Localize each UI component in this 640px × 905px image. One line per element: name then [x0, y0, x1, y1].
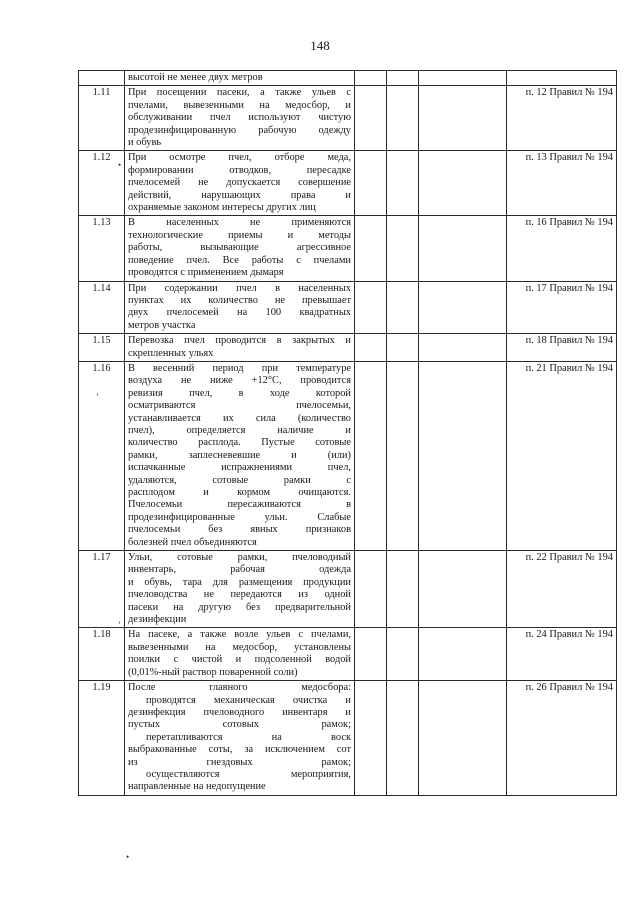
text-line: В весенний период при температуре [128, 362, 351, 374]
answer-no-cell [387, 151, 419, 216]
text-line: удаляются, сотовые рамки с [128, 474, 351, 486]
requirement-text [125, 334, 355, 362]
requirement-text [125, 628, 355, 681]
answer-no-cell [387, 216, 419, 281]
note-cell [419, 216, 507, 281]
text-line: поведение пчел. Все работы с пчелами [128, 254, 351, 266]
text-line: дезинфекция пчеловодного инвентаря и [128, 706, 351, 718]
answer-no-cell [387, 551, 419, 628]
text-line: охраняемые законом интересы других лиц [128, 202, 316, 214]
row-number [79, 71, 125, 86]
answer-no-cell [387, 281, 419, 334]
text-line: перетапливаются на воск [146, 731, 351, 743]
text-line: Пчелосемьи пересаживаются в [128, 499, 351, 511]
text-line: формировании отводков, пересадке [128, 164, 351, 176]
legal-reference: п. 16 Правил № 194 [507, 216, 617, 281]
answer-no-cell [387, 86, 419, 151]
text-line: пунктах их количество не превышает [128, 294, 351, 306]
text-line: дезинфекции [128, 614, 187, 626]
table-row [79, 86, 617, 151]
legal-reference: п. 12 Правил № 194 [507, 86, 617, 151]
text-line: пчелами, вывезенными на медосбор, и [128, 99, 351, 111]
text-line: продезинфицированные ульи. Слабые [128, 511, 351, 523]
requirement-text [125, 281, 355, 334]
answer-yes-cell [355, 86, 387, 151]
margin-mark: ’ [118, 620, 121, 630]
table-row [79, 151, 617, 216]
text-line: При посещении пасеки, а также ульев с [128, 87, 351, 99]
text-line: пустых сотовых рамок; [128, 719, 351, 731]
note-cell [419, 151, 507, 216]
text-line: В населенных не применяются [128, 217, 351, 229]
text-line: метров участка [128, 319, 196, 331]
table-row [79, 281, 617, 334]
legal-reference: п. 26 Правил № 194 [507, 681, 617, 796]
page-number: 148 [310, 38, 330, 53]
table-row [79, 361, 617, 550]
table-row [79, 216, 617, 281]
text-line: направленные на недопущение [128, 781, 266, 793]
note-cell [419, 281, 507, 334]
legal-reference: п. 24 Правил № 194 [507, 628, 617, 681]
row-number: 1.14 [79, 281, 125, 334]
row-number: 1.15 [79, 334, 125, 362]
text-line: поилки с чистой и подсоленной водой [128, 654, 351, 666]
requirement-text [125, 681, 355, 796]
text-line: пчелосемей не допускается совершение [128, 177, 351, 189]
text-line: болезней пчел объединяются [128, 536, 257, 548]
requirement-text [125, 71, 355, 86]
answer-yes-cell [355, 281, 387, 334]
text-line: (0,01%-ный раствор поваренной соли) [128, 666, 298, 678]
answer-no-cell [387, 361, 419, 550]
text-line: высотой не менее двух метров [128, 72, 263, 83]
text-line: проводятся с применением дымаря [128, 267, 284, 279]
row-number: 1.19 [79, 681, 125, 796]
text-line: выбракованные соты, за исключением сот [128, 744, 351, 756]
margin-mark: • [126, 852, 130, 862]
text-line: двух пчелосемей на 100 квадратных [128, 307, 351, 319]
answer-yes-cell [355, 551, 387, 628]
legal-reference: п. 18 Правил № 194 [507, 334, 617, 362]
table-row [79, 551, 617, 628]
legal-reference: п. 17 Правил № 194 [507, 281, 617, 334]
text-line: работы, вызывающие агрессивное [128, 242, 351, 254]
text-line: действий, нарушающих права и [128, 189, 351, 201]
row-number: 1.12 [79, 151, 125, 216]
note-cell [419, 334, 507, 362]
requirement-text [125, 151, 355, 216]
text-line: вывезенными на медосбор, установлены [128, 641, 351, 653]
answer-yes-cell [355, 628, 387, 681]
text-line: ревизия пчел, в ходе которой [128, 387, 351, 399]
text-line: воздуха не ниже +12°С, проводится [128, 375, 351, 387]
text-line: пасеки на другую без предварительной [128, 601, 351, 613]
text-line: инвентарь, рабочая одежда [128, 564, 351, 576]
note-cell [419, 681, 507, 796]
row-number: 1.13 [79, 216, 125, 281]
answer-no-cell [387, 334, 419, 362]
table-row [79, 628, 617, 681]
text-line: При осмотре пчел, отборе меда, [128, 152, 351, 164]
answer-yes-cell [355, 71, 387, 86]
answer-yes-cell [355, 216, 387, 281]
text-line: устанавливается их сила (количество [128, 412, 351, 424]
text-line: рамки, заплесневевшие и (или) [128, 449, 351, 461]
table-row [79, 681, 617, 796]
legal-reference [507, 71, 617, 86]
note-cell [419, 551, 507, 628]
requirements-table-body [79, 71, 617, 796]
legal-reference: п. 13 Правил № 194 [507, 151, 617, 216]
text-line: из гнездовых рамок; [128, 756, 351, 768]
text-line: количество расплода. Пустые сотовые [128, 437, 351, 449]
text-line: пчелосемьи без явных признаков [128, 524, 351, 536]
text-line: технологические приемы и методы [128, 229, 351, 241]
requirement-text [125, 361, 355, 550]
text-line: проводятся механическая очистка и [146, 694, 351, 706]
note-cell [419, 628, 507, 681]
answer-yes-cell [355, 151, 387, 216]
answer-yes-cell [355, 361, 387, 550]
text-line: Перевозка пчел проводится в закрытых и [128, 335, 351, 347]
table-row [79, 334, 617, 362]
answer-no-cell [387, 628, 419, 681]
text-line: При содержании пчел в населенных [128, 282, 351, 294]
row-number: 1.16 [79, 361, 125, 550]
note-cell [419, 361, 507, 550]
requirements-table [78, 70, 617, 796]
margin-mark: • [118, 160, 122, 170]
text-line: На пасеке, а также возле ульев с пчелами, [128, 629, 351, 641]
requirement-text [125, 86, 355, 151]
answer-yes-cell [355, 681, 387, 796]
text-line: продезинфицированную рабочую одежду [128, 124, 351, 136]
text-line: пчел), определяется наличие и [128, 424, 351, 436]
text-line: осуществляются мероприятия, [146, 768, 351, 780]
text-line: испачканные испражнениями пчел, [128, 462, 351, 474]
margin-mark: ’ [96, 392, 99, 402]
legal-reference: п. 21 Правил № 194 [507, 361, 617, 550]
text-line: расплодом и кормом очищаются. [128, 487, 351, 498]
requirement-text [125, 216, 355, 281]
note-cell [419, 71, 507, 86]
text-line: Ульи, сотовые рамки, пчеловодный [128, 552, 351, 564]
requirement-text [125, 551, 355, 628]
text-line: скрепленных ульях [128, 347, 214, 359]
row-number: 1.17 [79, 551, 125, 628]
row-number: 1.18 [79, 628, 125, 681]
legal-reference: п. 22 Правил № 194 [507, 551, 617, 628]
note-cell [419, 86, 507, 151]
text-line: пчеловодства не передаются из одной [128, 589, 351, 601]
row-number: 1.11 [79, 86, 125, 151]
text-line: осматриваются пчелосемьи, [128, 400, 351, 412]
text-line: обслуживании пчел используют чистую [128, 112, 351, 124]
table-row [79, 71, 617, 86]
answer-no-cell [387, 681, 419, 796]
text-line: и обувь, тара для размещения продукции [128, 576, 351, 588]
answer-yes-cell [355, 334, 387, 362]
text-line: После главного медосбора: [128, 682, 351, 694]
text-line: и обувь [128, 137, 162, 149]
answer-no-cell [387, 71, 419, 86]
